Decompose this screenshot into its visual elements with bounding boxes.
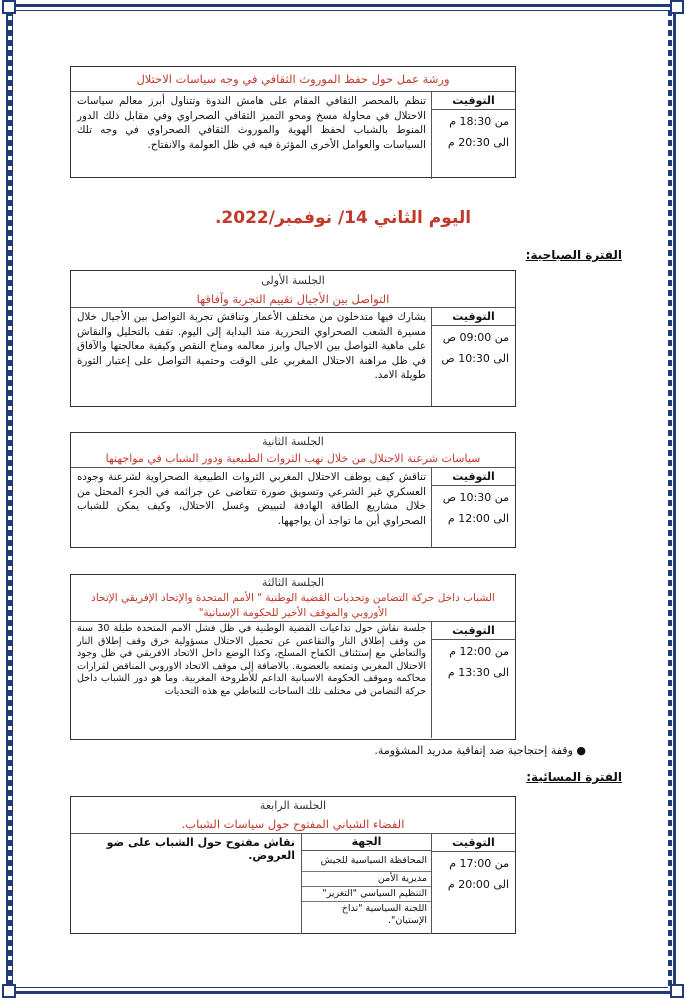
border-corner	[2, 0, 16, 14]
border-ornament-left	[8, 10, 12, 988]
time-column	[431, 468, 515, 548]
border-corner	[670, 0, 684, 14]
session-2-box	[70, 432, 516, 548]
session-3-description: جلسة نقاش حول تداعيات القضية الوطنية في ظل فشل الامم المتحدة طيلة 30 سنة من وقف إطلاق النار والتقاعس عن تحميل الاحتلال مسؤولية خرق وقف إطلاق النار والتعاطي مع إستئناف الكفاح المسلح، وكذا الوضع داخل الاتحاد الافريقي في ظل وجود الاحتلال المغربي وتمتعه بالعضوية. بالاضافة إلى موقف الاتحاد الاوروبي المناقض لقرارات محاكمه وموقف الحكومة الاسبانية الداعم للأطروحة المغربية. وما هو دور الشباب داخل حركة التضامن في مختلف تلك الساحات للتعاطي مع هذه التحديات	[77, 623, 426, 697]
time-column	[431, 308, 515, 406]
time-from: من 17:00 م	[449, 857, 509, 870]
session-4-box	[70, 796, 516, 934]
session-2-description: تناقش كيف يوظف الاحتلال المغربي الثروات الطبيعية الصحراوية لشرعنة وجوده العسكري غير الشرعي وتسويق صورة تتغاضى عن جرائمه في الجزء المحتل من خلال مشاريع الطاقة الهادفة لتبييض وغسل الاحتلال، وكيف يمكن للشباب الصحراوي أين ما تواجد أن يواجهها.	[77, 471, 426, 527]
session-1-box	[70, 270, 516, 407]
time-label: التوقيت	[432, 622, 515, 640]
time-to: الى 13:30 م	[447, 666, 509, 679]
party-item: التنظيم السياسي "التغرير"	[302, 887, 431, 902]
protest-note	[374, 744, 586, 757]
border-ornament-right	[668, 10, 672, 988]
session-1-name: الجلسة الأولى	[261, 274, 325, 287]
time-from: من 09:00 ص	[442, 331, 509, 344]
session-3-box	[70, 574, 516, 740]
workshop-title: ورشة عمل حول حفظ الموروث الثقافي في وجه سياسات الاحتلال	[71, 67, 515, 92]
time-to: الى 12:00 م	[447, 512, 509, 525]
workshop-description: تنظم بالمحصر الثقافي المقام على هامش الندوة وتتناول أبرز معالم سياسات الاحتلال في محاولة مسخ ومحو التميز الثقافي الصحراوي وفي مقابل ذلك الدور المنوط بالشباب لحفظ الهوية والموروث الثقافي الصحراوي في وجه تلك السياسات والعوامل الأخرى المؤثرة فيه في ظل العولمة والانفتاح.	[77, 95, 426, 151]
session-3-name: الجلسة الثالثة	[261, 576, 324, 589]
bullet-icon: ●	[572, 744, 586, 757]
session-3-title: الشباب داخل حركة التضامن وتحديات القضية الوطنية " الأمم المتحدة والإتحاد الإفريقي الإتحاد الأوروبي والموقف الأخير للحكومة الإسبانية"	[71, 591, 515, 622]
time-to: الى 20:00 م	[447, 878, 509, 891]
time-column	[431, 622, 515, 738]
morning-period-label: الفترة الصباحية:	[525, 248, 622, 262]
time-from: من 10:30 ص	[442, 491, 509, 504]
day-title: اليوم الثاني 14/ نوفمبر/2022.	[214, 208, 472, 228]
time-label: التوقيت	[432, 834, 515, 852]
time-from: من 18:30 م	[449, 115, 509, 128]
session-1-description: يشارك فيها متدخلون من مختلف الأعمار وتناقش تجربة التواصل بين الأجيال خلال مسيرة الشعب الصحراوي التحررية منذ البداية إلى اليوم. تقف بالتحليل والنقاش على ماهية التواصل بين الاجيال وابرز معالمه ومناخ النقص وكيفية معالجتها والآفاق في ظل مراهنة الاحتلال المغربي على الوقت وحتمية التواصل على إعتبار الثورة طويلة الامد.	[77, 311, 426, 382]
party-label: الجهة	[302, 834, 431, 851]
party-item: اللجنة السياسية "تداخ الإستيان".	[341, 903, 427, 926]
session-4-title: الفضاء الشباني المفتوح حول سياسات الشباب.	[71, 815, 515, 834]
party-item: مديرية الأمن	[302, 872, 431, 887]
session-4-main-text: نقاش مفتوح حول الشباب على ضو العروض.	[106, 836, 295, 862]
time-to: الى 20:30 م	[447, 136, 509, 149]
border-corner	[670, 984, 684, 998]
time-label: التوقيت	[432, 92, 515, 110]
session-4-name: الجلسة الرابعة	[259, 799, 327, 812]
session-2-name: الجلسة الثانية	[262, 435, 324, 448]
session-2-title: سياسات شرعنة الاحتلال من خلال نهب الثروات الطبيعية ودور الشباب في مواجهتها	[71, 451, 515, 468]
evening-period-label: الفترة المسائية:	[526, 770, 622, 784]
border-corner	[2, 984, 16, 998]
session-1-title: التواصل بين الأجيال تقييم التجربة وآفاقها	[71, 291, 515, 308]
workshop-box	[70, 66, 516, 178]
parties-column	[301, 834, 431, 934]
party-item: المحافظة السياسية للجيش	[302, 851, 431, 872]
time-to: الى 10:30 ص	[441, 352, 509, 365]
time-label: التوقيت	[432, 468, 515, 486]
time-column	[431, 92, 515, 179]
time-from: من 12:00 م	[449, 645, 509, 658]
time-column	[431, 834, 515, 934]
protest-note-text: وقفة إحتجاجية ضد إتفاقية مدريد المشؤومة.	[374, 744, 573, 757]
time-label: التوقيت	[432, 308, 515, 326]
